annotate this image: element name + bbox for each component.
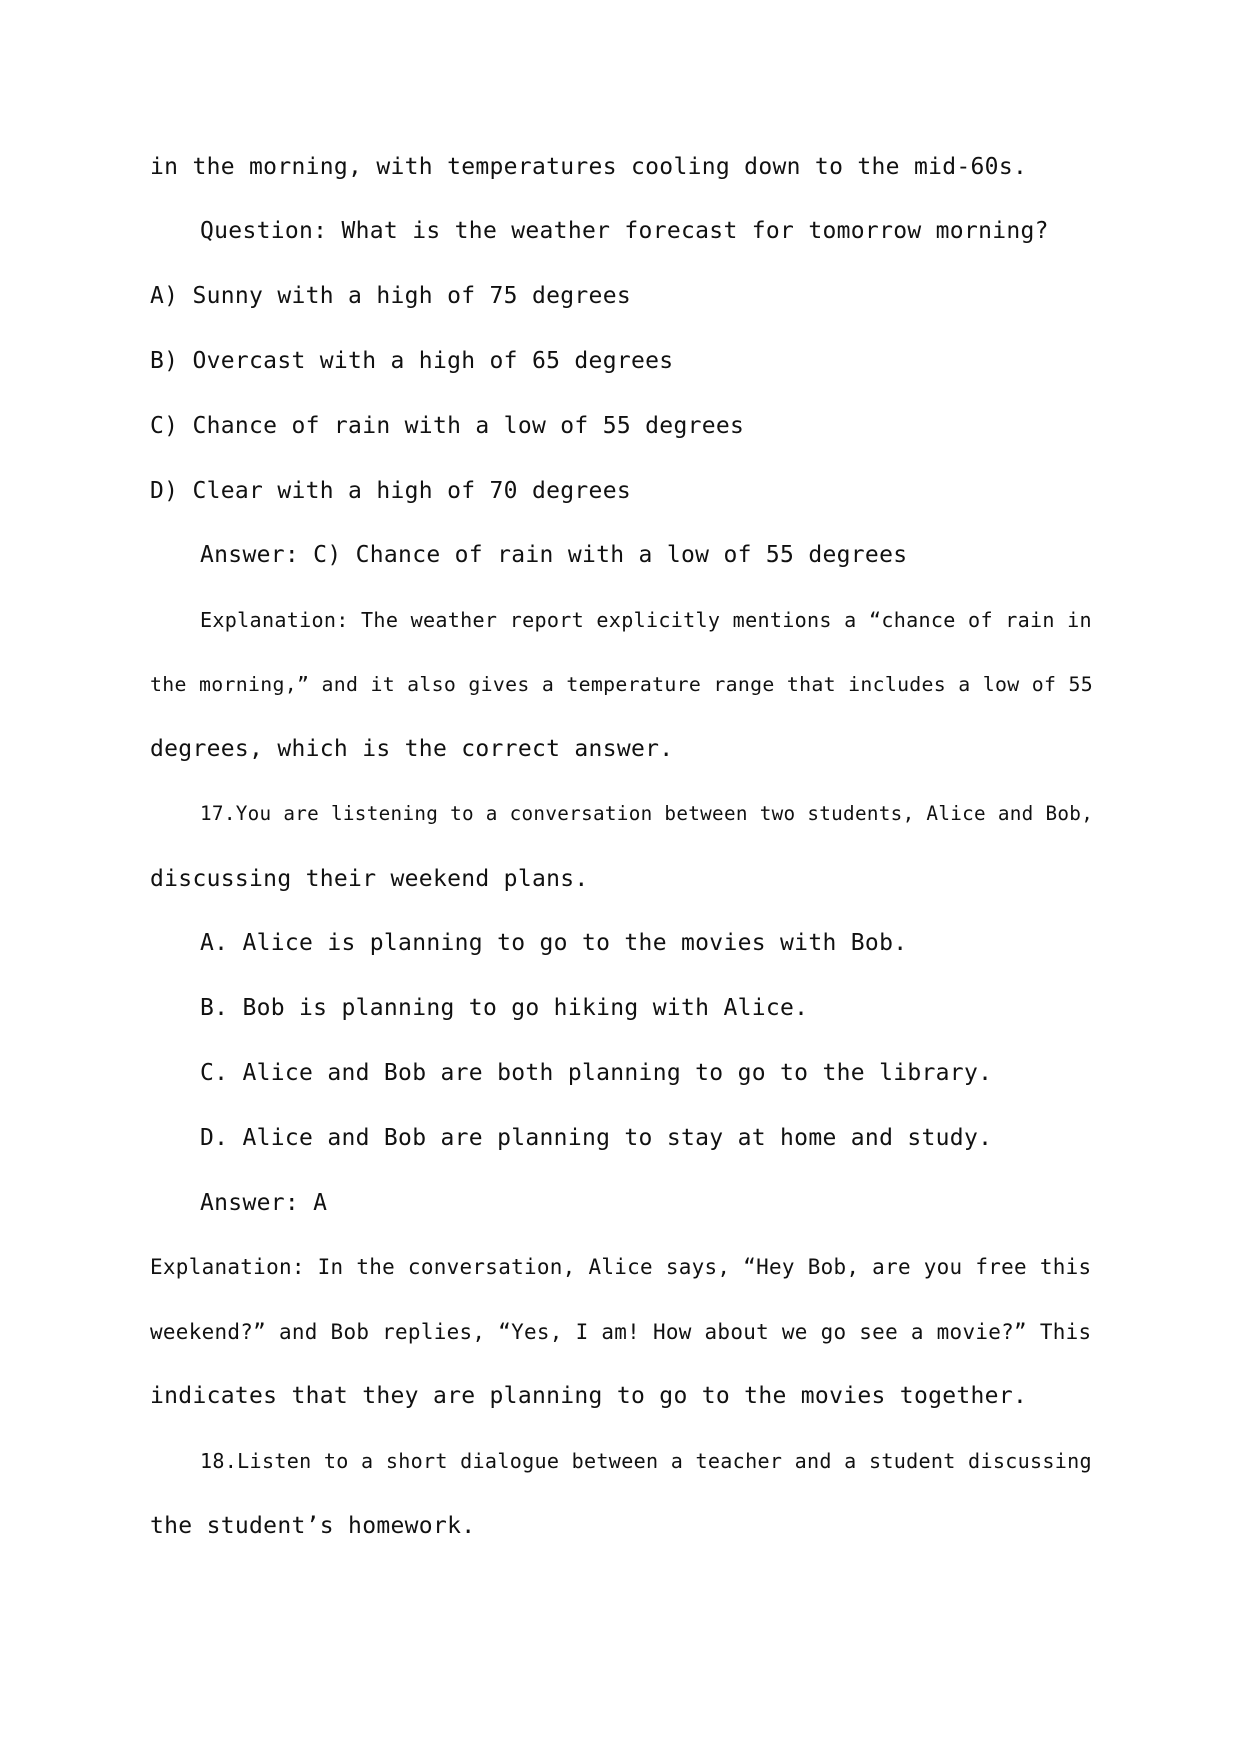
- option-c: C. Alice and Bob are both planning to go to the library.: [200, 1060, 993, 1086]
- option-b: B. Bob is planning to go hiking with Alice.: [200, 995, 809, 1021]
- question-17-line: discussing their weekend plans.: [150, 866, 589, 892]
- answer-line: Answer: C) Chance of rain with a low of 55 degrees: [200, 542, 908, 568]
- text-line: in the morning, with temperatures cooling down to the mid-60s.: [150, 154, 1028, 180]
- question-17-line: 17.You are listening to a conversation between two students, Alice and Bob,: [200, 802, 1094, 825]
- option-d: D) Clear with a high of 70 degrees: [150, 478, 632, 504]
- explanation-line: weekend?” and Bob replies, “Yes, I am! How about we go see a movie?” This: [150, 1320, 1092, 1344]
- answer-line: Answer: A: [200, 1190, 328, 1216]
- option-b: B) Overcast with a high of 65 degrees: [150, 348, 674, 374]
- explanation-line: degrees, which is the correct answer.: [150, 736, 674, 762]
- question-line: Question: What is the weather forecast for tomorrow morning?: [200, 218, 1049, 244]
- question-18-line: the student’s homework.: [150, 1513, 476, 1539]
- explanation-line: the morning,” and it also gives a temperature range that includes a low of 55: [150, 673, 1094, 696]
- question-18-line: 18.Listen to a short dialogue between a teacher and a student discussing: [200, 1449, 1092, 1473]
- option-a: A) Sunny with a high of 75 degrees: [150, 283, 632, 309]
- option-d: D. Alice and Bob are planning to stay at home and study.: [200, 1125, 993, 1151]
- option-c: C) Chance of rain with a low of 55 degrees: [150, 413, 745, 439]
- option-a: A. Alice is planning to go to the movies with Bob.: [200, 930, 908, 956]
- explanation-line: indicates that they are planning to go to the movies together.: [150, 1383, 1028, 1409]
- explanation-line: Explanation: The weather report explicitly mentions a “chance of rain in: [200, 608, 1092, 632]
- explanation-line: Explanation: In the conversation, Alice says, “Hey Bob, are you free this: [150, 1255, 1092, 1279]
